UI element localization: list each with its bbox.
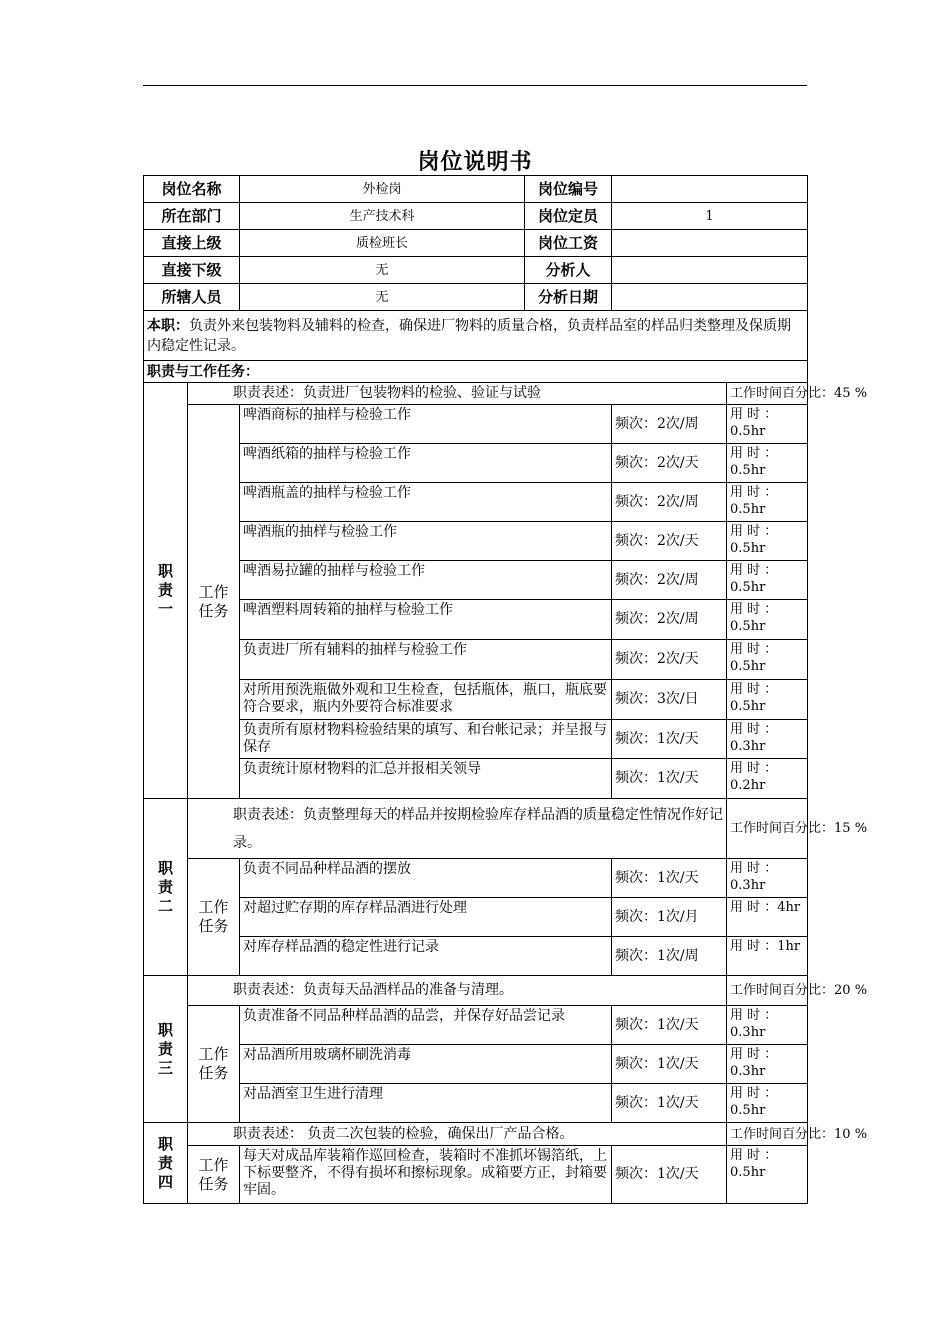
task-frequency: 频次：1次/天 xyxy=(612,1045,727,1084)
task-duration: 用 时 ：0.5hr xyxy=(727,522,808,561)
task-text: 对所用预洗瓶做外观和卫生检查，包括瓶体，瓶口，瓶底要符合要求，瓶内外要符合标准要求 xyxy=(240,680,612,720)
task-row xyxy=(144,1146,808,1204)
staff-value-cell xyxy=(240,284,612,311)
task-text: 负责所有原材物料检验结果的填写、和台帐记录；并呈报与保存 xyxy=(240,720,612,759)
time-percentage: 工作时间百分比：20 % xyxy=(727,976,808,1006)
dept-label: 所在部门 xyxy=(144,203,240,230)
superior-label: 直接上级 xyxy=(144,230,240,257)
task-text: 对品酒室卫生进行清理 xyxy=(240,1084,612,1123)
task-duration: 用 时 ：0.5hr xyxy=(727,640,808,680)
task-text: 负责准备不同品种样品酒的品尝，并保存好品尝记录 xyxy=(240,1006,612,1045)
time-percentage: 工作时间百分比：15 % xyxy=(727,799,808,859)
duty-row xyxy=(144,976,808,1006)
task-row xyxy=(144,898,808,937)
header-rule xyxy=(143,85,807,86)
duty-description: 职责表述：负责整理每天的样品并按期检验库存样品酒的质量稳定性情况作好记录。 xyxy=(188,799,727,859)
time-percentage: 工作时间百分比：45 % xyxy=(727,383,808,405)
info-row-subordinate xyxy=(144,257,808,284)
quota-value: 1 xyxy=(612,203,808,230)
task-frequency: 频次：1次/周 xyxy=(612,937,727,976)
duty-row xyxy=(144,799,808,859)
duty-label: 职责一 xyxy=(144,383,188,799)
task-row xyxy=(144,937,808,976)
name-label: 岗位名称 xyxy=(144,176,240,203)
info-row-name xyxy=(144,176,808,203)
name-value: 外检岗 xyxy=(362,181,402,197)
code-label: 岗位编号 xyxy=(524,176,611,202)
salary-value xyxy=(612,230,808,257)
task-row xyxy=(144,680,808,720)
subordinate-value-cell xyxy=(240,257,612,284)
code-value xyxy=(612,176,808,203)
task-text: 啤酒瓶盖的抽样与检验工作 xyxy=(240,483,612,522)
duty-description: 职责表述：负责进厂包装物料的检验、验证与试验 xyxy=(188,383,727,405)
task-row xyxy=(144,720,808,759)
quota-label: 岗位定员 xyxy=(524,203,611,229)
task-label: 工作任务 xyxy=(188,1146,240,1204)
task-label: 工作任务 xyxy=(188,1006,240,1123)
task-frequency: 频次：1次/天 xyxy=(612,1146,727,1204)
dept-value-cell xyxy=(240,203,612,230)
duty-intro-label: 本职： xyxy=(147,317,189,334)
task-text: 负责不同品种样品酒的摆放 xyxy=(240,859,612,898)
task-row xyxy=(144,759,808,799)
task-duration: 用 时 ：0.5hr xyxy=(727,1084,808,1123)
task-row xyxy=(144,859,808,898)
task-duration: 用 时 ：0.3hr xyxy=(727,720,808,759)
name-value-cell xyxy=(240,176,612,203)
task-frequency: 频次：2次/天 xyxy=(612,444,727,483)
task-row xyxy=(144,561,808,600)
task-row xyxy=(144,405,808,444)
task-duration: 用 时 ：0.5hr xyxy=(727,600,808,640)
date-value xyxy=(612,284,808,311)
task-text: 啤酒纸箱的抽样与检验工作 xyxy=(240,444,612,483)
task-duration: 用 时 ：0.2hr xyxy=(727,759,808,799)
time-percentage: 工作时间百分比：10 % xyxy=(727,1123,808,1146)
info-row-dept xyxy=(144,203,808,230)
task-duration: 用 时 ：0.5hr xyxy=(727,483,808,522)
task-duration: 用 时 ：0.5hr xyxy=(727,561,808,600)
task-frequency: 频次：1次/天 xyxy=(612,759,727,799)
task-frequency: 频次：1次/天 xyxy=(612,1006,727,1045)
duty-intro-text: 负责外来包装物料及辅料的检查，确保进厂物料的质量合格，负责样品室的样品归类整理及保质期内稳定性记录。 xyxy=(147,317,791,354)
task-row xyxy=(144,1006,808,1045)
duty-row xyxy=(144,383,808,405)
task-row xyxy=(144,444,808,483)
task-frequency: 频次：2次/周 xyxy=(612,561,727,600)
job-description-table xyxy=(143,175,868,1204)
task-text: 啤酒商标的抽样与检验工作 xyxy=(240,405,612,444)
task-text: 对品酒所用玻璃杯刷洗消毒 xyxy=(240,1045,612,1084)
task-text: 啤酒易拉罐的抽样与检验工作 xyxy=(240,561,612,600)
task-row xyxy=(144,1045,808,1084)
page-title: 岗位说明书 xyxy=(417,150,533,175)
staff-value: 无 xyxy=(375,289,389,305)
analyst-value xyxy=(612,257,808,284)
task-duration: 用 时 ：0.5hr xyxy=(727,405,808,444)
task-frequency: 频次：2次/周 xyxy=(612,405,727,444)
duty-description: 职责表述： 负责二次包装的检验，确保出厂产品合格。 xyxy=(188,1123,727,1146)
tasks-header: 职责与工作任务： xyxy=(147,363,259,380)
task-duration: 用 时 ：0.3hr xyxy=(727,1006,808,1045)
subordinate-value: 无 xyxy=(375,262,389,278)
duty-label: 职责三 xyxy=(144,976,188,1123)
dept-value: 生产技术科 xyxy=(349,208,415,224)
tasks-header-row xyxy=(144,361,808,383)
task-duration: 用 时 ：0.3hr xyxy=(727,859,808,898)
duty-row xyxy=(144,1123,808,1146)
info-row-staff xyxy=(144,284,808,311)
task-frequency: 频次：2次/天 xyxy=(612,522,727,561)
task-frequency: 频次：1次/月 xyxy=(612,898,727,937)
duty-description: 职责表述：负责每天品酒样品的准备与清理。 xyxy=(188,976,727,1006)
task-row xyxy=(144,600,808,640)
superior-value: 质检班长 xyxy=(356,235,409,251)
task-text: 每天对成品库装箱作巡回检查，装箱时不准抓坏锡箔纸，上下标要整齐，不得有损坏和擦标现象。成箱要方正，封箱要牢固。 xyxy=(240,1146,612,1204)
task-duration: 用 时 ：0.3hr xyxy=(727,1045,808,1084)
task-duration: 用 时 ：0.5hr xyxy=(727,1146,808,1204)
date-label: 分析日期 xyxy=(524,284,611,310)
task-text: 啤酒塑料周转箱的抽样与检验工作 xyxy=(240,600,612,640)
task-row xyxy=(144,1084,808,1123)
task-frequency: 频次：2次/周 xyxy=(612,483,727,522)
task-label: 工作任务 xyxy=(188,405,240,799)
info-row-superior xyxy=(144,230,808,257)
staff-label: 所辖人员 xyxy=(144,284,240,311)
task-row xyxy=(144,522,808,561)
task-frequency: 频次：3次/日 xyxy=(612,680,727,720)
task-label: 工作任务 xyxy=(188,859,240,976)
duty-label: 职责四 xyxy=(144,1123,188,1204)
superior-value-cell xyxy=(240,230,612,257)
salary-label: 岗位工资 xyxy=(524,230,611,256)
duty-label: 职责二 xyxy=(144,799,188,976)
task-duration: 用 时 ：0.5hr xyxy=(727,444,808,483)
task-frequency: 频次：2次/天 xyxy=(612,640,727,680)
duty-intro xyxy=(144,311,808,361)
subordinate-label: 直接下级 xyxy=(144,257,240,284)
analyst-label: 分析人 xyxy=(524,257,611,283)
task-frequency: 频次：2次/周 xyxy=(612,600,727,640)
task-frequency: 频次：1次/天 xyxy=(612,859,727,898)
task-duration: 用 时 ：0.5hr xyxy=(727,680,808,720)
duty-intro-row xyxy=(144,311,808,361)
task-text: 啤酒瓶的抽样与检验工作 xyxy=(240,522,612,561)
task-row xyxy=(144,640,808,680)
task-text: 对超过贮存期的库存样品酒进行处理 xyxy=(240,898,612,937)
task-duration: 用 时 ：4hr xyxy=(727,898,808,937)
task-row xyxy=(144,483,808,522)
task-text: 负责进厂所有辅料的抽样与检验工作 xyxy=(240,640,612,680)
task-text: 负责统计原材物料的汇总并报相关领导 xyxy=(240,759,612,799)
task-duration: 用 时 ：1hr xyxy=(727,937,808,976)
task-frequency: 频次：1次/天 xyxy=(612,1084,727,1123)
task-frequency: 频次：1次/天 xyxy=(612,720,727,759)
task-text: 对库存样品酒的稳定性进行记录 xyxy=(240,937,612,976)
